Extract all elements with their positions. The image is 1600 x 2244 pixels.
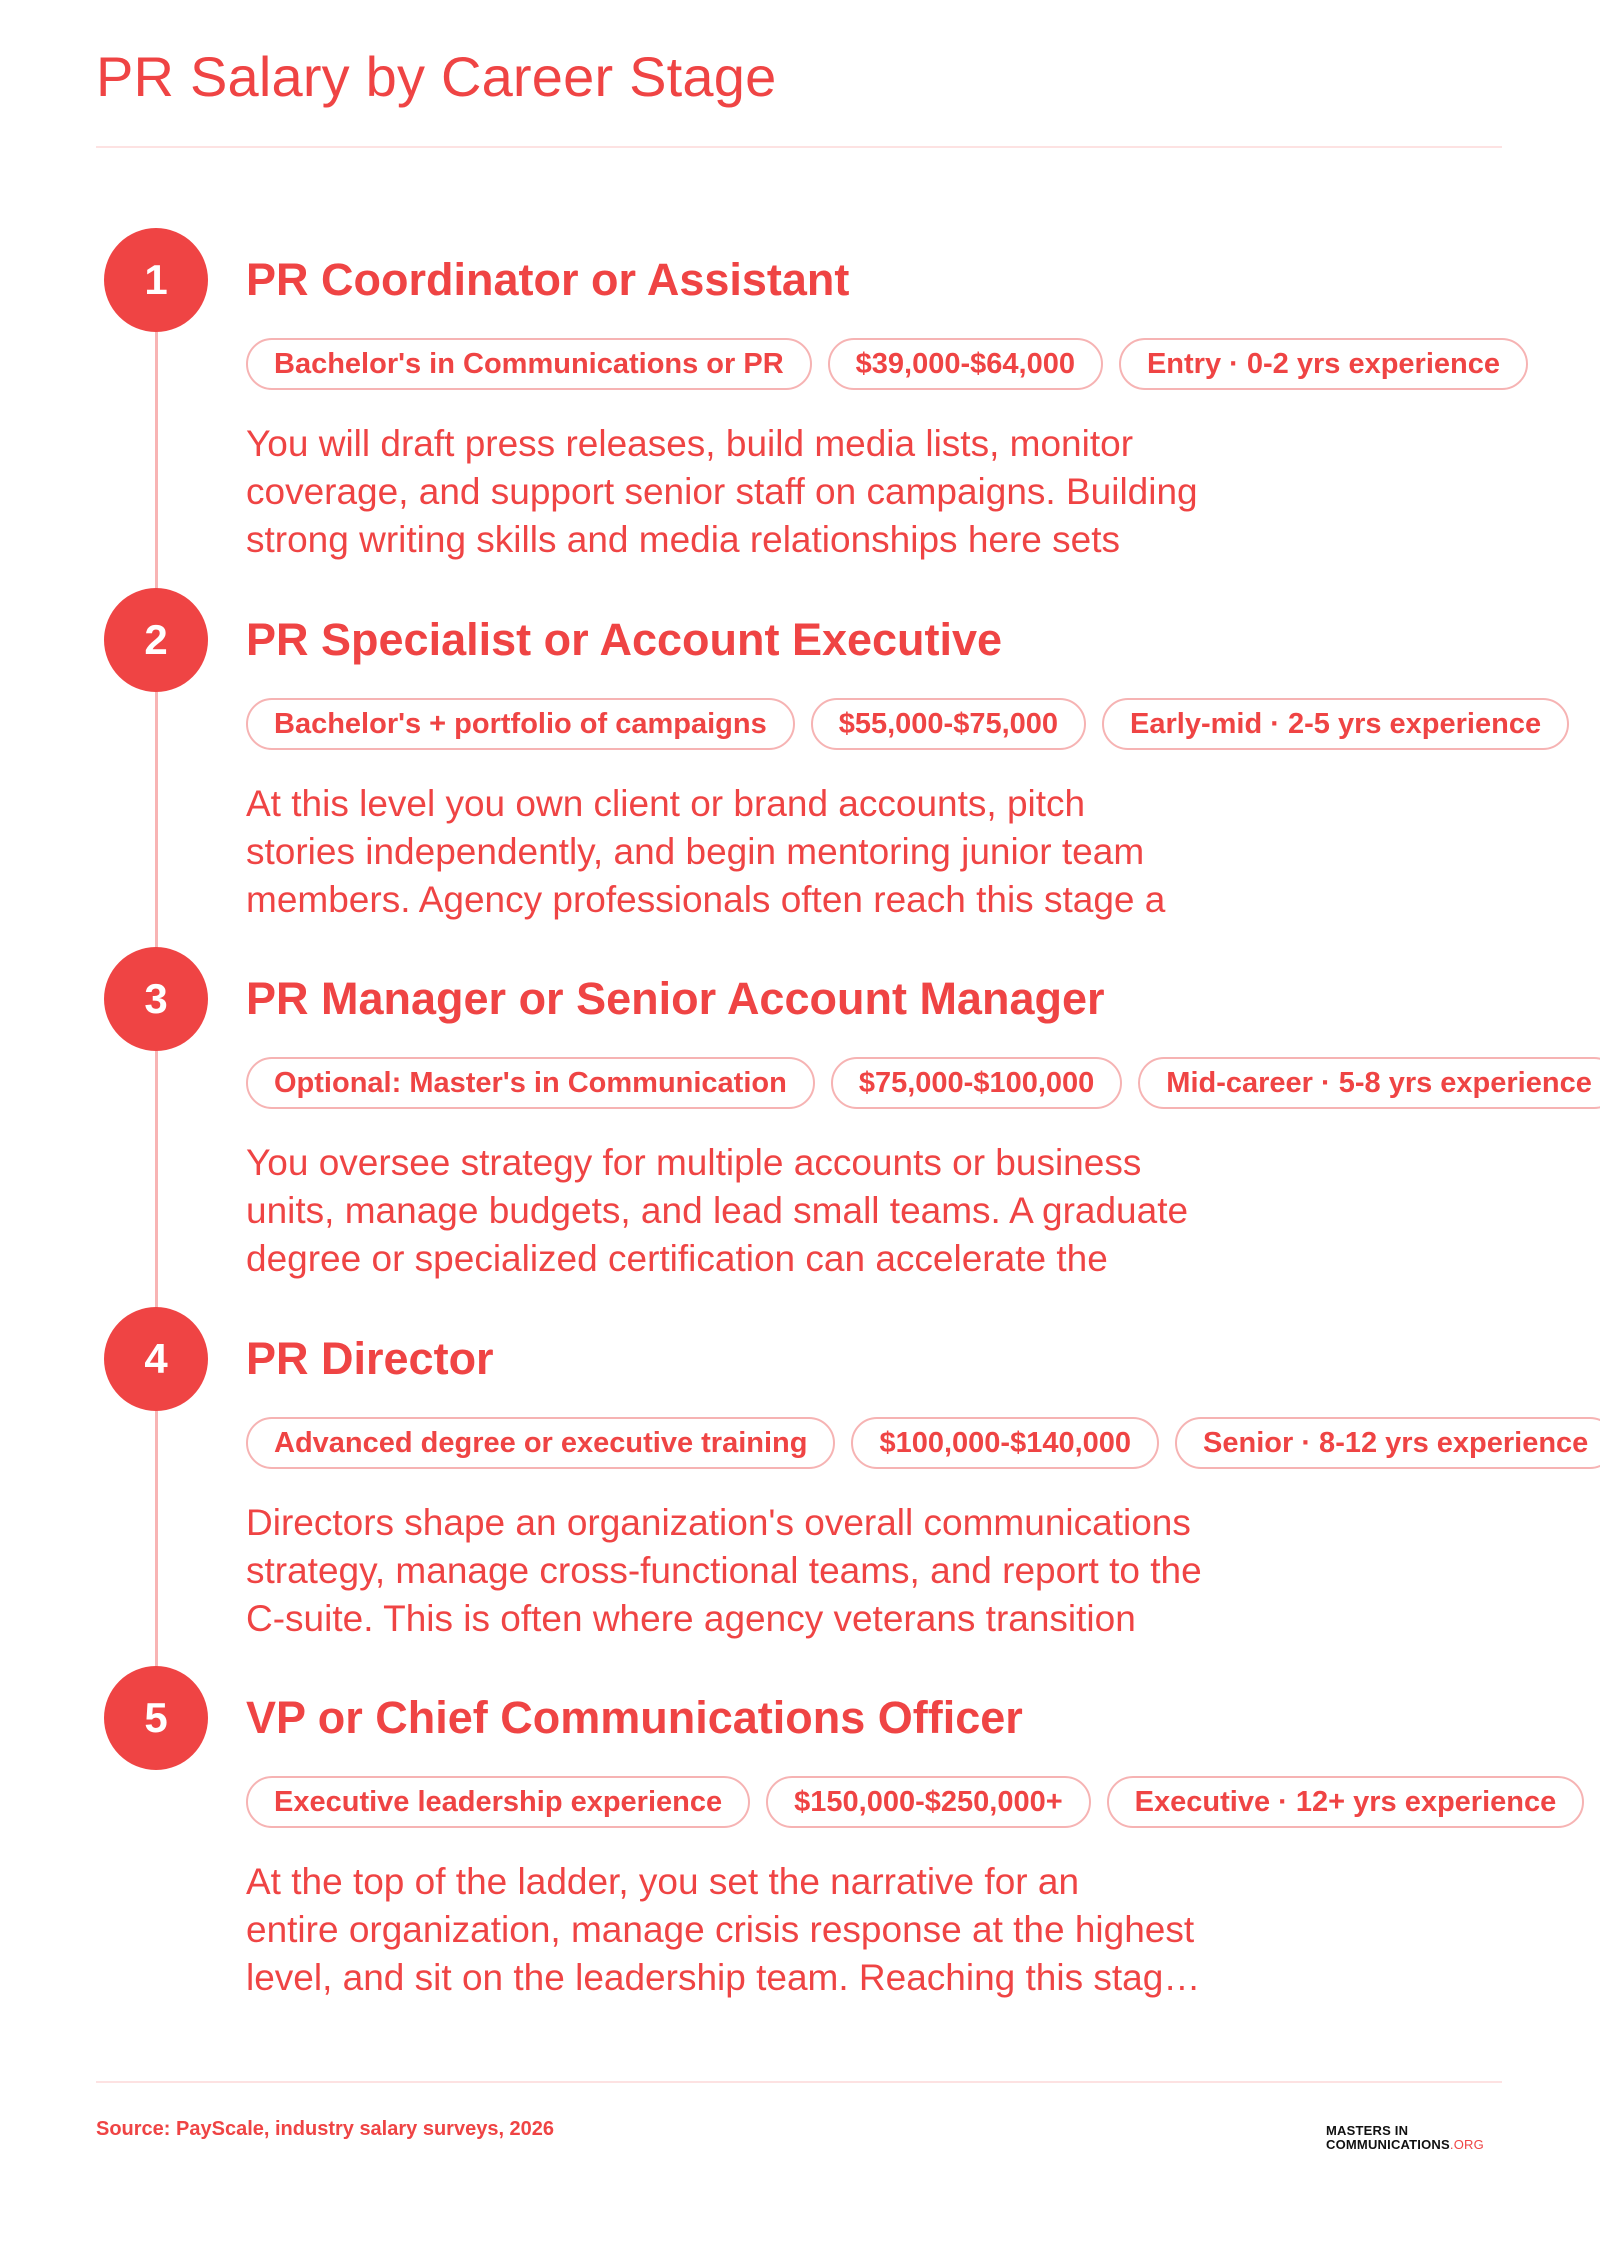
logo-line-1: MASTERS IN — [1326, 2123, 1409, 2138]
stage-number-badge: 2 — [104, 588, 208, 692]
salary-tag: $150,000-$250,000+ — [766, 1776, 1091, 1828]
stage-tags — [246, 338, 1528, 390]
salary-tag: $75,000-$100,000 — [831, 1057, 1122, 1109]
experience-tag: Senior · 8-12 yrs experience — [1175, 1417, 1600, 1469]
stage-tags — [246, 1417, 1600, 1469]
stage-number-badge: 4 — [104, 1307, 208, 1411]
experience-tag: Entry · 0-2 yrs experience — [1119, 338, 1528, 390]
header-divider — [96, 146, 1502, 148]
stage-title: VP or Chief Communications Officer — [246, 1692, 1023, 1743]
stage-number-badge: 5 — [104, 1666, 208, 1770]
experience-tag: Mid-career · 5-8 yrs experience — [1138, 1057, 1600, 1109]
stage-1 — [0, 228, 1600, 588]
education-tag: Executive leadership experience — [246, 1776, 750, 1828]
stage-description: At this level you own client or brand accounts, pitch stories independently, and begin mentoring junior team members. Agency professionals often reach this stage a — [246, 783, 1166, 920]
stage-title: PR Coordinator or Assistant — [246, 254, 850, 305]
education-tag: Optional: Master's in Communication — [246, 1057, 815, 1109]
stage-number-badge: 3 — [104, 947, 208, 1051]
footer-divider — [96, 2081, 1502, 2083]
stage-title: PR Director — [246, 1333, 494, 1384]
stage-5 — [0, 1666, 1600, 2026]
source-note: Source: PayScale, industry salary surveys, 2026 — [96, 2118, 555, 2140]
salary-tag: $55,000-$75,000 — [811, 698, 1086, 750]
salary-tag: $100,000-$140,000 — [851, 1417, 1159, 1469]
education-tag: Bachelor's + portfolio of campaigns — [246, 698, 795, 750]
stage-4 — [0, 1307, 1600, 1667]
site-logo — [1326, 2124, 1484, 2152]
stage-tags — [246, 1057, 1600, 1109]
stage-title: PR Manager or Senior Account Manager — [246, 973, 1105, 1024]
page-title: PR Salary by Career Stage — [96, 45, 777, 108]
stage-description: You oversee strategy for multiple accounts or business units, manage budgets, and lead small teams. A graduate degree or specialized certification can accelerate the — [246, 1142, 1189, 1279]
stage-description: You will draft press releases, build media lists, monitor coverage, and support senior staff on campaigns. Building strong writing skills and media relationships here sets — [246, 423, 1198, 560]
salary-tag: $39,000-$64,000 — [828, 338, 1103, 390]
education-tag: Advanced degree or executive training — [246, 1417, 835, 1469]
stage-number-badge: 1 — [104, 228, 208, 332]
stage-2 — [0, 588, 1600, 948]
education-tag: Bachelor's in Communications or PR — [246, 338, 812, 390]
logo-wordmark: COMMUNICATIONS — [1326, 2137, 1450, 2152]
stage-title: PR Specialist or Account Executive — [246, 614, 1003, 665]
stage-description: Directors shape an organization's overall communications strategy, manage cross-functional teams, and report to the C-suite. This is often where agency veterans transition — [246, 1502, 1202, 1639]
experience-tag: Early-mid · 2-5 yrs experience — [1102, 698, 1569, 750]
experience-tag: Executive · 12+ yrs experience — [1107, 1776, 1585, 1828]
stage-3 — [0, 947, 1600, 1307]
logo-line-2 — [1326, 2138, 1484, 2152]
stage-tags — [246, 1776, 1584, 1828]
stage-tags — [246, 698, 1569, 750]
logo-suffix: .ORG — [1449, 2137, 1484, 2152]
stage-description: At the top of the ladder, you set the narrative for an entire organization, manage crisis response at the highest level, and sit on the leadership team. Reaching this stag… — [246, 1861, 1201, 1998]
